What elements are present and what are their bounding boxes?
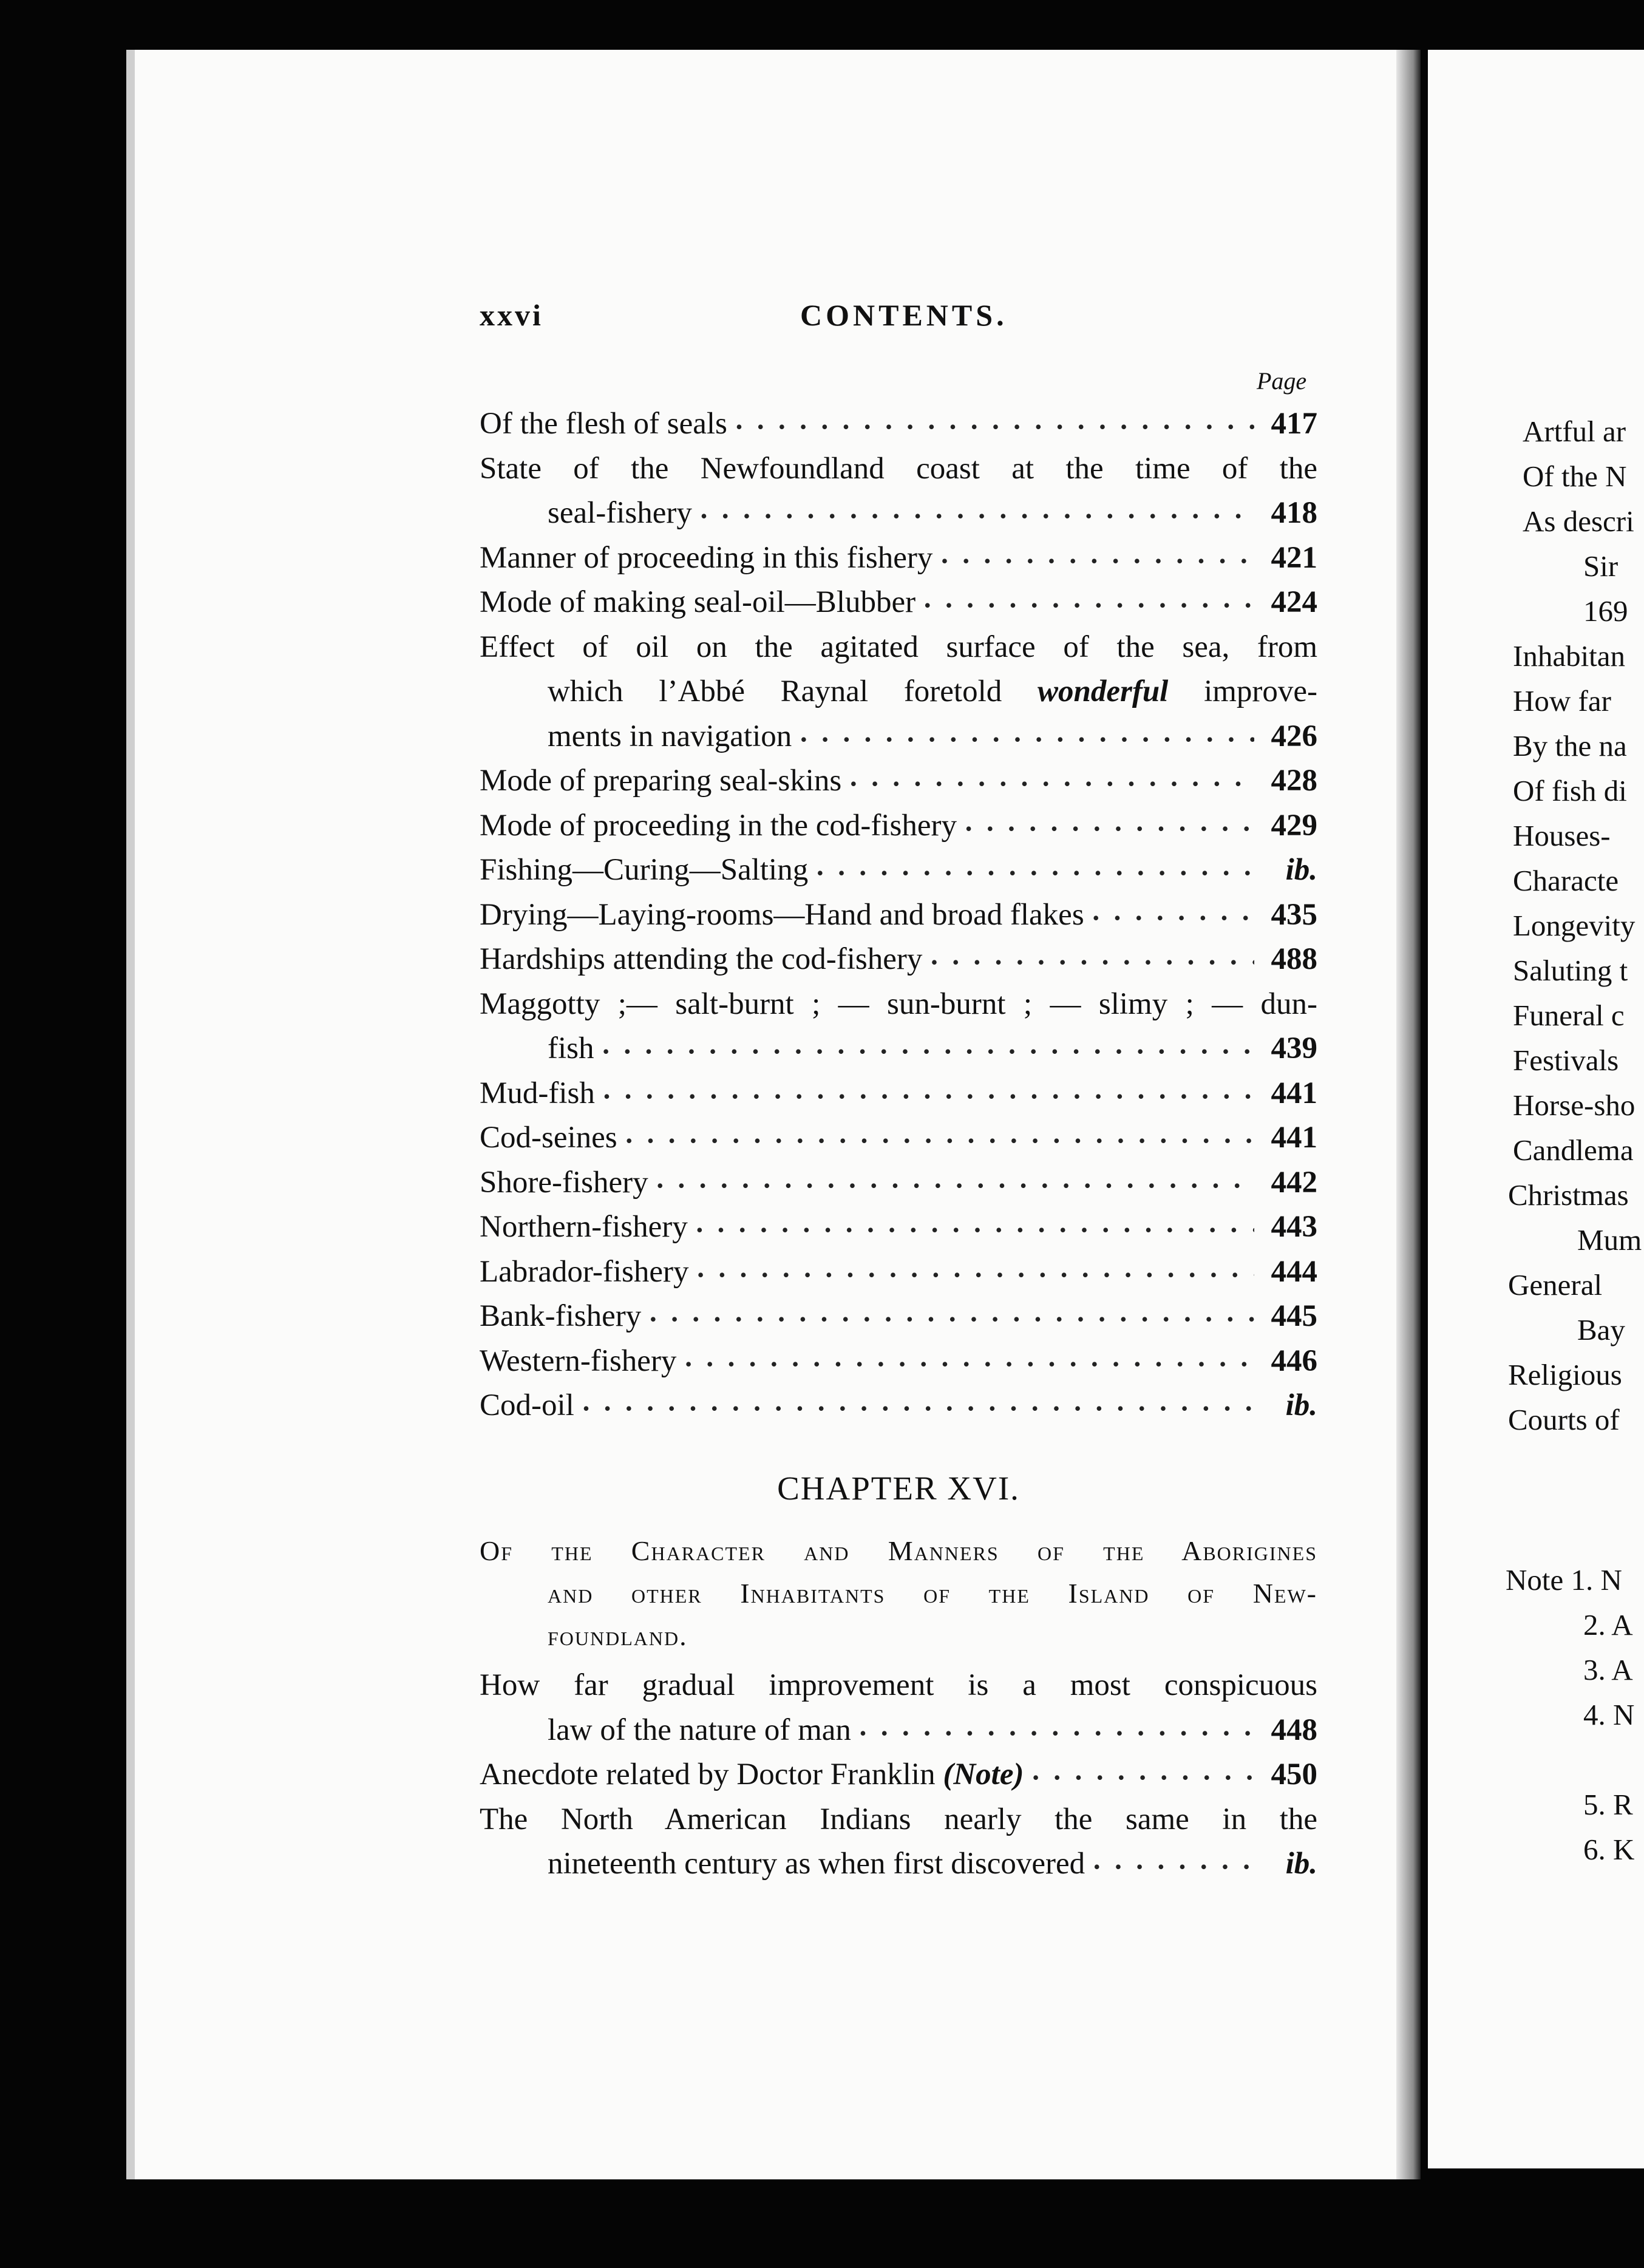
dot-leader (685, 1342, 1254, 1384)
entry-text: nineteenth century as when first discovered (548, 1847, 1085, 1881)
entry-text: State of the Newfoundland coast at the time of the (480, 451, 1317, 486)
entry-text: Mode of preparing seal-skins (480, 764, 842, 798)
entry-text: Cod-oil (480, 1388, 574, 1422)
toc-entry (480, 1205, 1317, 1250)
dot-leader (736, 405, 1254, 447)
toc-entry (480, 804, 1317, 849)
toc-entry (480, 759, 1317, 804)
entry-page: 488 (1271, 942, 1317, 976)
entry-page: 444 (1271, 1254, 1317, 1289)
facing-page-fragment: 3. A (1583, 1653, 1633, 1686)
entry-page: 429 (1271, 808, 1317, 843)
dot-leader (701, 494, 1254, 536)
facing-page-fragment: 2. A (1583, 1608, 1633, 1642)
facing-page-fragment: Bay (1577, 1313, 1625, 1346)
facing-page-fragment: By the na (1513, 729, 1627, 762)
entry-page: 418 (1271, 496, 1317, 530)
entry-text: Effect of oil on the agitated surface of the sea, from (480, 630, 1317, 664)
dot-leader (1032, 1756, 1254, 1798)
entry-page: 426 (1271, 719, 1317, 753)
toc-entry (480, 1250, 1317, 1295)
chapter-description (480, 1530, 1317, 1657)
facing-page-fragment: General (1508, 1268, 1603, 1302)
entry-page: 450 (1271, 1757, 1317, 1791)
toc-entry (480, 625, 1317, 759)
entry-text: Mud-fish (480, 1076, 595, 1110)
facing-page-fragment: Sir (1583, 549, 1619, 583)
entry-text: Anecdote related by Doctor Franklin (480, 1757, 936, 1791)
toc-entry (480, 982, 1317, 1071)
entry-text: law of the nature of man (548, 1713, 851, 1747)
facing-page-fragment: Inhabitan (1513, 639, 1626, 673)
note-marker: (Note) (943, 1757, 1024, 1791)
dot-leader (696, 1208, 1254, 1250)
entry-page: 435 (1271, 897, 1317, 932)
entry-page: 446 (1271, 1343, 1317, 1378)
entry-text: Hardships attending the cod-fishery (480, 942, 923, 976)
entry-page: 442 (1271, 1165, 1317, 1200)
chapter-description-line: foundland. (548, 1620, 688, 1651)
dot-leader (603, 1075, 1254, 1116)
facing-page-fragment: 169 (1583, 594, 1628, 628)
entry-page: ib. (1285, 1847, 1317, 1881)
entry-text: Fishing—Curing—Salting (480, 853, 809, 887)
entry-text: Labrador-fishery (480, 1254, 689, 1289)
dot-leader (941, 539, 1254, 581)
chapter-contents-list (480, 1663, 1317, 1887)
page-column-label: Page (1257, 367, 1307, 395)
facing-page-fragment: Christmas (1508, 1178, 1629, 1212)
entry-page: 439 (1271, 1031, 1317, 1065)
page-gutter (1396, 50, 1421, 2179)
toc-entry (480, 1384, 1317, 1428)
entry-text: improve- (1204, 674, 1317, 708)
toc-entry (480, 536, 1317, 581)
dot-leader (931, 940, 1254, 982)
entry-page: ib. (1285, 853, 1317, 887)
toc-entry (480, 1753, 1317, 1798)
facing-page-fragment: Candlema (1513, 1133, 1634, 1167)
toc-entry (480, 1116, 1317, 1161)
dot-leader (626, 1119, 1254, 1161)
entry-text: Cod-seines (480, 1121, 617, 1155)
facing-page-fragment: Houses- (1513, 819, 1611, 852)
facing-page-fragment: Longevity (1513, 909, 1636, 942)
entry-page: 417 (1271, 407, 1317, 441)
entry-text: which l’Abbé Raynal foretold (548, 674, 1002, 708)
toc-entry (480, 580, 1317, 625)
folio-number: xxvi (480, 298, 543, 332)
entry-page: 421 (1271, 540, 1317, 575)
chapter-heading: CHAPTER XVI. (777, 1470, 1020, 1507)
dot-leader (1093, 896, 1254, 938)
toc-entry (480, 1071, 1317, 1116)
dot-leader (697, 1253, 1254, 1295)
facing-page-fragment: Of the N (1523, 460, 1627, 493)
entry-page: 441 (1271, 1121, 1317, 1155)
entry-page: ib. (1285, 1388, 1317, 1422)
facing-page-fragment: Saluting t (1513, 954, 1628, 987)
running-title: CONTENTS. (800, 298, 1008, 332)
facing-page (1428, 50, 1644, 2168)
facing-page-fragment: Festivals (1513, 1044, 1619, 1077)
dot-leader (603, 1030, 1255, 1071)
toc-entry (480, 848, 1317, 893)
facing-page-fragment: How far (1513, 684, 1611, 718)
toc-entry (480, 447, 1317, 536)
facing-page-fragment: Characte (1513, 864, 1619, 897)
dot-leader (817, 851, 1254, 893)
entry-text: Mode of making seal-oil—Blubber (480, 585, 916, 619)
entry-text: Maggotty ;— salt-burnt ; — sun-burnt ; — slimy ; — dun- (480, 986, 1317, 1021)
entry-text: The North American Indians nearly the same in the (480, 1802, 1317, 1836)
toc-entry (480, 937, 1317, 982)
entry-page: 428 (1271, 764, 1317, 798)
facing-page-fragment: Religious (1508, 1358, 1622, 1391)
dot-leader (1093, 1845, 1254, 1887)
toc-entry (480, 402, 1317, 447)
facing-page-fragment: As descri (1523, 504, 1634, 538)
dot-leader (965, 807, 1254, 849)
toc-entry (480, 1294, 1317, 1339)
facing-page-fragment: Note 1. N (1506, 1563, 1622, 1597)
entry-text: Bank-fishery (480, 1299, 642, 1333)
dot-leader (583, 1387, 1254, 1428)
entry-text: Northern-fishery (480, 1210, 688, 1244)
facing-page-fragment: Funeral c (1513, 999, 1625, 1032)
emphasized-word: wonderful (1037, 674, 1169, 708)
dot-leader (850, 762, 1254, 804)
facing-page-fragment: Courts of (1508, 1403, 1620, 1436)
entry-text: Manner of proceeding in this fishery (480, 540, 933, 575)
entry-text: Of the flesh of seals (480, 407, 727, 441)
entry-text: Shore-fishery (480, 1165, 648, 1200)
chapter-description-line: Of the Character and Manners of the Aborigines (480, 1535, 1317, 1566)
facing-page-fragment: Mum (1577, 1223, 1642, 1257)
entry-text: fish (548, 1031, 594, 1065)
dot-leader (657, 1164, 1254, 1206)
toc-entry (480, 1663, 1317, 1753)
entry-text: Mode of proceeding in the cod-fishery (480, 808, 957, 843)
entry-text: Drying—Laying-rooms—Hand and broad flakes (480, 897, 1084, 932)
contents-list (480, 402, 1317, 1428)
entry-text: seal-fishery (548, 496, 692, 530)
facing-page-fragment: Artful ar (1523, 415, 1626, 448)
entry-page: 441 (1271, 1076, 1317, 1110)
dot-leader (800, 718, 1254, 759)
entry-page: 424 (1271, 585, 1317, 619)
toc-entry (480, 893, 1317, 938)
entry-page: 445 (1271, 1299, 1317, 1333)
entry-text: How far gradual improvement is a most conspicuous (480, 1668, 1317, 1702)
facing-page-fragment: Of fish di (1513, 774, 1627, 807)
dot-leader (924, 583, 1254, 625)
entry-text: Western-fishery (480, 1343, 677, 1378)
toc-entry (480, 1339, 1317, 1384)
chapter-description-line: and other Inhabitants of the Island of New- (548, 1578, 1317, 1609)
entry-page: 443 (1271, 1210, 1317, 1244)
dot-leader (650, 1297, 1254, 1339)
dot-leader (860, 1711, 1254, 1753)
facing-page-fragment: 5. R (1583, 1788, 1633, 1821)
facing-page-fragment: 4. N (1583, 1698, 1635, 1731)
facing-page-fragment: Horse-sho (1513, 1088, 1636, 1122)
entry-text: ments in navigation (548, 719, 792, 753)
entry-page: 448 (1271, 1713, 1317, 1747)
facing-page-fragment: 6. K (1583, 1833, 1635, 1866)
toc-entry (480, 1161, 1317, 1206)
toc-entry (480, 1798, 1317, 1887)
